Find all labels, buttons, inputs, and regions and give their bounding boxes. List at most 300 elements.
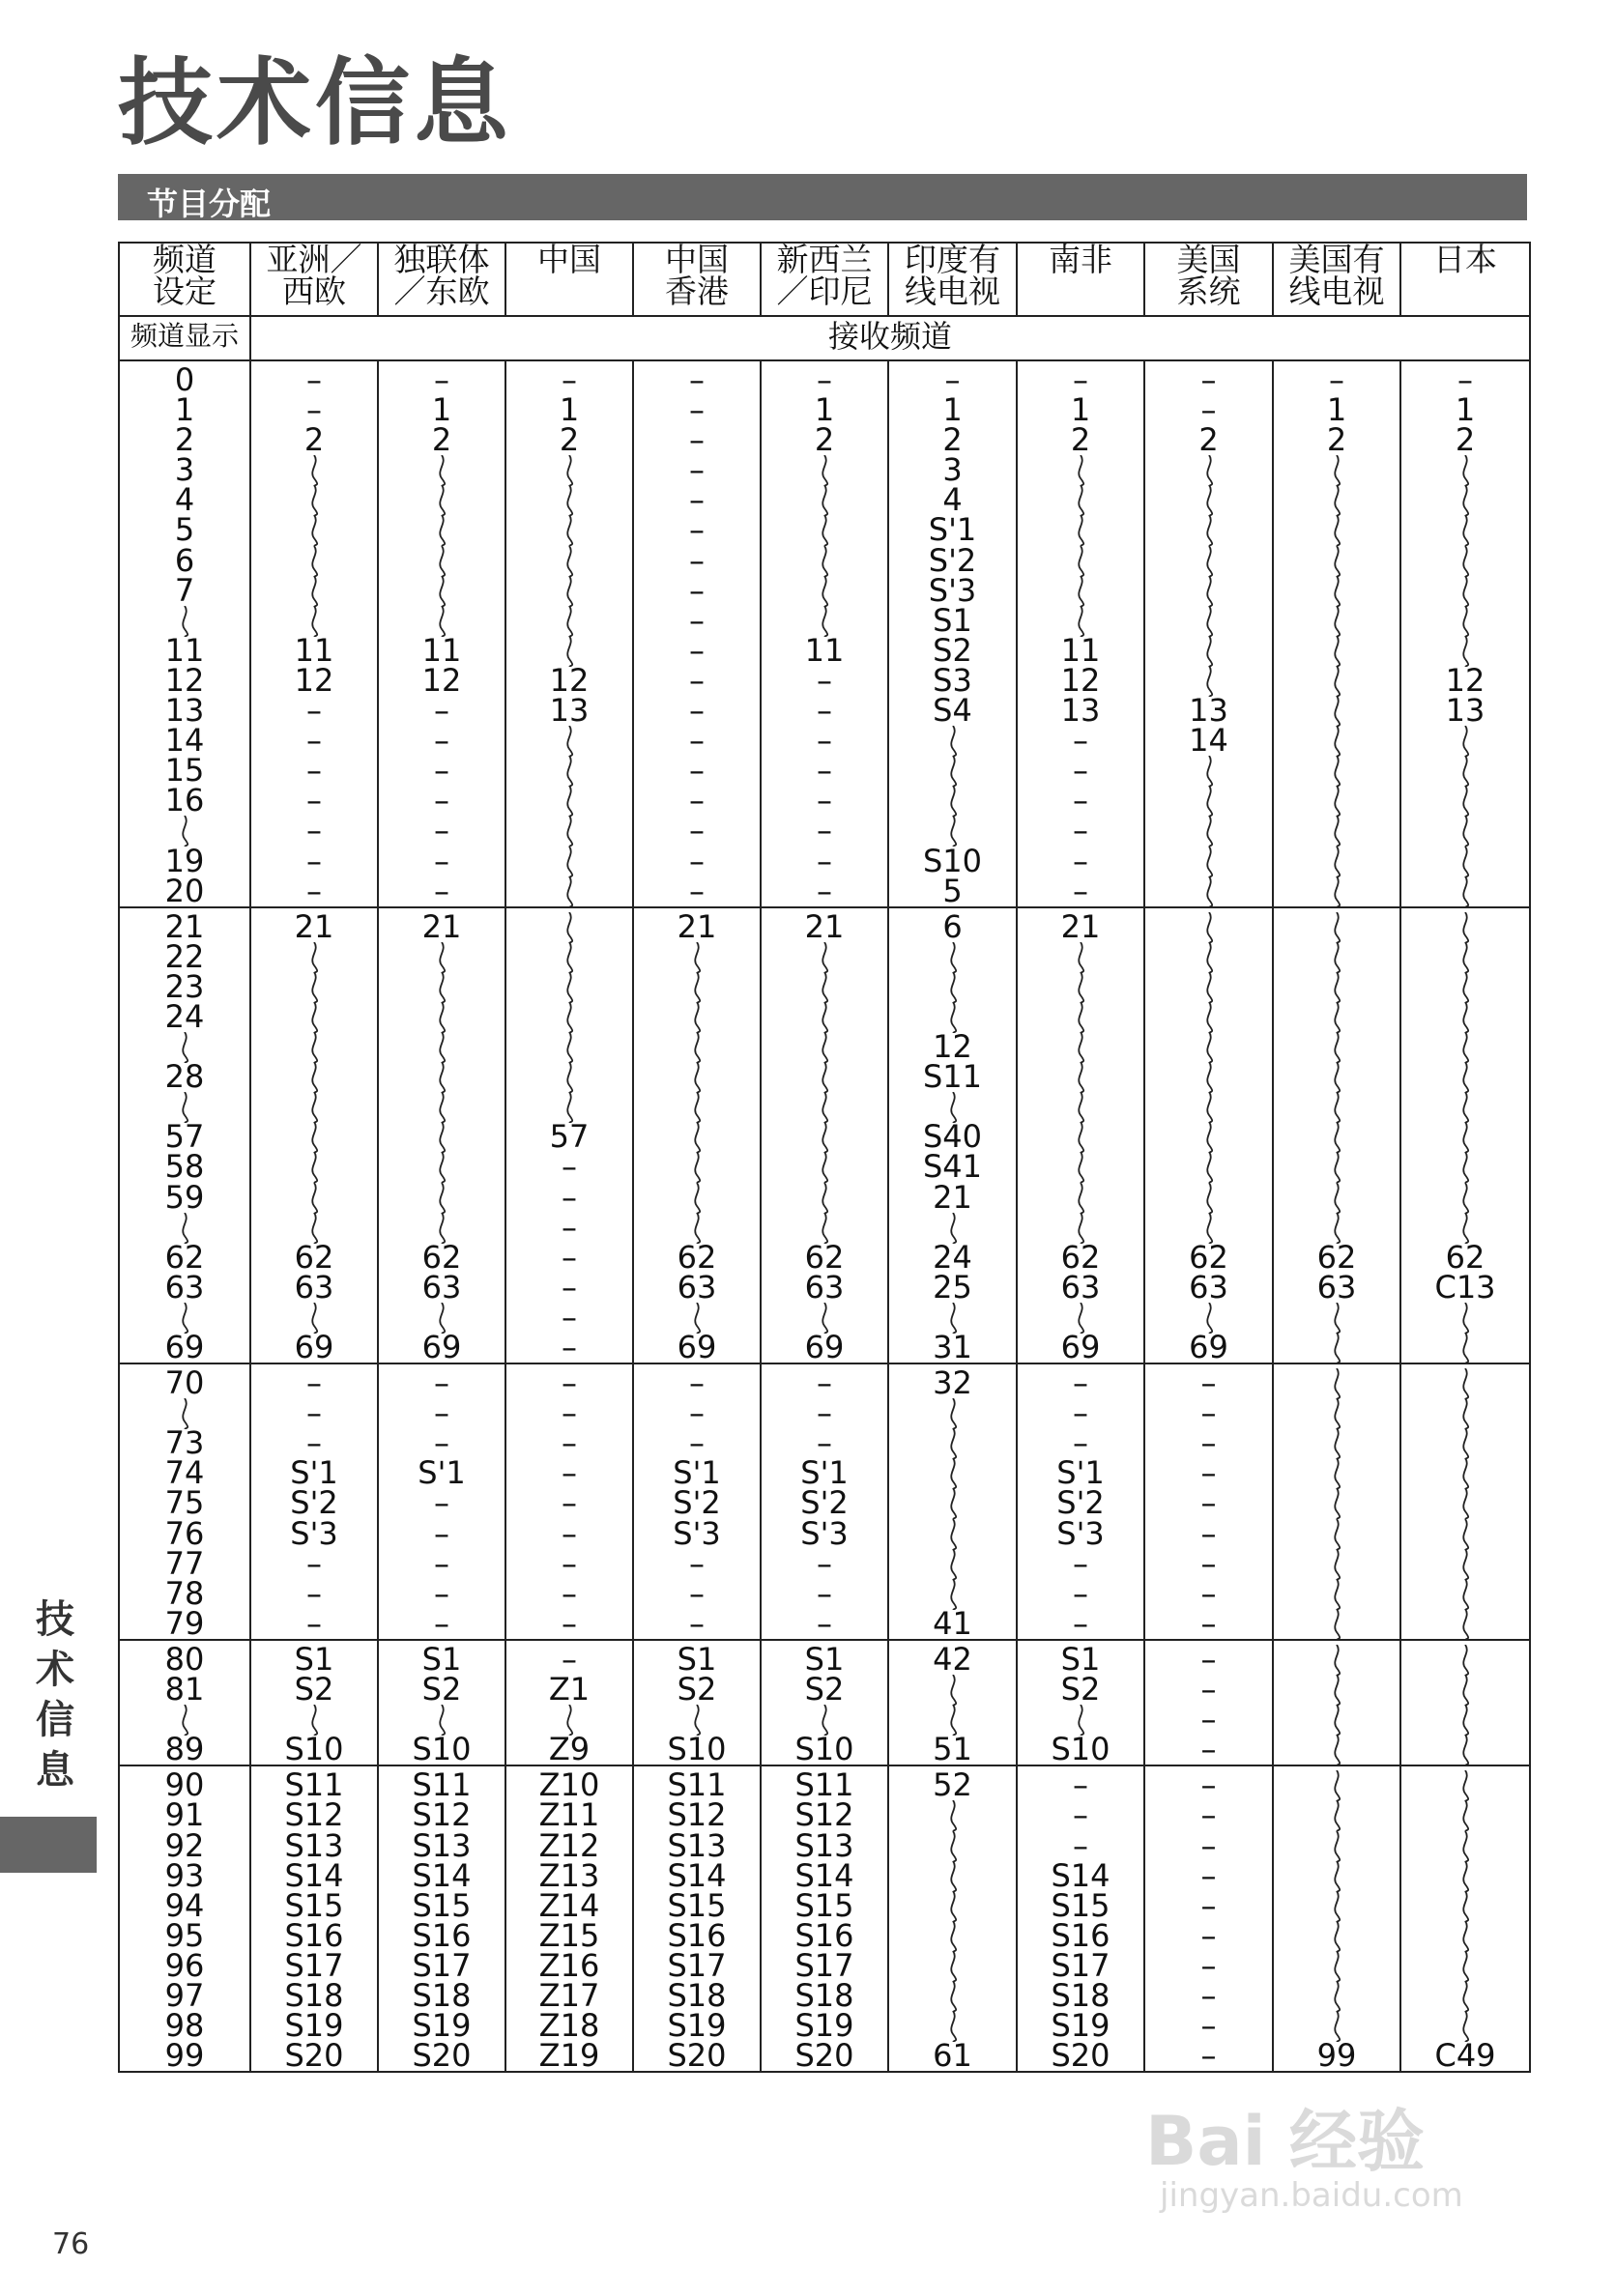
channel-value: 12 — [933, 1028, 972, 1066]
channel-value: – — [817, 722, 832, 760]
channel-value: – — [689, 1544, 705, 1582]
channel-block-row — [119, 1765, 1530, 2072]
continuation-wave-icon — [1329, 847, 1344, 877]
channel-value: S13 — [667, 1826, 727, 1864]
continuation-wave-icon — [1457, 1303, 1473, 1334]
continuation-wave-icon — [817, 1213, 832, 1244]
channel-value: – — [562, 1484, 577, 1522]
channel-value: 90 — [164, 1766, 205, 1804]
channel-value: S1 — [421, 1640, 462, 1678]
continuation-wave-icon — [1329, 696, 1344, 727]
channel-value: – — [1200, 391, 1217, 429]
channel-value: 19 — [164, 842, 205, 879]
receive-channel-cell — [250, 1765, 378, 2075]
channel-value: – — [689, 511, 705, 549]
continuation-wave — [889, 2011, 1016, 2041]
continuation-wave-icon — [306, 972, 322, 1003]
continuation-wave-icon — [1329, 1152, 1344, 1183]
continuation-wave — [120, 1092, 249, 1122]
continuation-wave-icon — [562, 847, 577, 877]
continuation-wave — [1018, 455, 1143, 485]
channel-value: – — [944, 361, 961, 398]
channel-value: – — [1073, 812, 1088, 849]
continuation-wave — [1274, 1488, 1399, 1518]
channel-value: 74 — [164, 1454, 205, 1492]
continuation-wave-icon — [1457, 576, 1473, 607]
continuation-wave — [1018, 1213, 1143, 1243]
receive-channel-cell — [1400, 907, 1530, 1363]
channel-value: S10 — [667, 1731, 727, 1768]
channel-value: – — [1200, 1946, 1217, 1984]
continuation-wave-icon — [434, 942, 449, 973]
continuation-wave — [634, 1213, 760, 1243]
column-header: 新西兰 ／印尼 — [761, 243, 888, 316]
receive-channel-cell — [250, 1640, 378, 1768]
channel-value: 63 — [1316, 1268, 1357, 1306]
channel-value: 5 — [942, 872, 963, 909]
channel-value: 89 — [164, 1731, 205, 1768]
continuation-wave-icon — [177, 606, 192, 637]
channel-value: 63 — [1060, 1268, 1101, 1306]
channel-value: 11 — [164, 631, 205, 669]
channel-value: 78 — [164, 1574, 205, 1612]
continuation-wave-icon — [817, 606, 832, 637]
channel-value: – — [1200, 1766, 1217, 1804]
channel-value: – — [306, 782, 322, 819]
continuation-wave-icon — [434, 1705, 449, 1736]
continuation-wave-icon — [1329, 1428, 1344, 1459]
continuation-wave — [1274, 606, 1399, 636]
channel-value: S10 — [284, 1731, 344, 1768]
channel-value: – — [434, 752, 449, 789]
continuation-wave-icon — [1201, 1062, 1217, 1093]
channel-value: – — [1073, 1394, 1088, 1432]
continuation-wave — [1145, 455, 1272, 485]
channel-value: 62 — [1189, 1238, 1228, 1276]
continuation-wave — [379, 1122, 505, 1152]
continuation-wave — [889, 816, 1016, 846]
continuation-wave-icon — [1073, 455, 1088, 486]
continuation-wave-icon — [817, 942, 832, 973]
continuation-wave — [889, 1488, 1016, 1518]
continuation-wave — [1145, 942, 1272, 972]
continuation-wave — [1274, 847, 1399, 876]
continuation-wave — [1274, 1770, 1399, 1800]
channel-value: 20 — [164, 872, 205, 909]
channel-value: 63 — [164, 1268, 205, 1306]
continuation-wave-icon — [1329, 1092, 1344, 1123]
continuation-wave-icon — [1457, 912, 1473, 943]
channel-value: 13 — [1060, 692, 1101, 730]
channel-value: S11 — [667, 1766, 727, 1804]
continuation-wave-icon — [306, 485, 322, 516]
channel-value: – — [306, 752, 322, 789]
channel-value: 0 — [174, 361, 195, 398]
watermark-logo: Bai 经验 — [1145, 2102, 1425, 2181]
column-header: 印度有 线电视 — [888, 243, 1017, 316]
continuation-wave — [1018, 576, 1143, 606]
continuation-wave — [1401, 515, 1529, 545]
continuation-wave-icon — [306, 1062, 322, 1093]
continuation-wave-icon — [1457, 1488, 1473, 1519]
continuation-wave — [1401, 1645, 1529, 1675]
continuation-wave — [1274, 1333, 1399, 1363]
channel-value: – — [306, 391, 322, 429]
channel-value: – — [1200, 1826, 1217, 1864]
continuation-wave — [634, 972, 760, 1002]
continuation-wave — [1145, 636, 1272, 666]
continuation-wave-icon — [562, 485, 577, 516]
channel-value: – — [434, 1544, 449, 1582]
continuation-wave-icon — [434, 606, 449, 637]
continuation-wave-icon — [562, 636, 577, 667]
channel-value: S12 — [284, 1796, 344, 1834]
channel-value: S12 — [794, 1796, 854, 1834]
channel-value: 61 — [933, 2037, 972, 2075]
channel-value: – — [1073, 1544, 1088, 1582]
continuation-wave — [1274, 1458, 1399, 1488]
continuation-wave — [762, 546, 887, 576]
channel-value: – — [689, 601, 705, 639]
continuation-wave — [506, 726, 632, 756]
continuation-wave — [506, 636, 632, 666]
continuation-wave — [1274, 485, 1399, 515]
channel-value: – — [562, 1329, 577, 1365]
continuation-wave-icon — [177, 816, 192, 847]
channel-value: 12 — [421, 661, 462, 699]
continuation-wave-icon — [1457, 1122, 1473, 1153]
channel-value: – — [689, 481, 705, 519]
continuation-wave — [889, 942, 1016, 972]
channel-value: – — [434, 722, 449, 760]
channel-value: – — [306, 1364, 322, 1402]
continuation-wave — [1401, 455, 1529, 485]
continuation-wave-icon — [1457, 1458, 1473, 1489]
channel-value: 4 — [942, 481, 963, 519]
receive-channel-cell — [761, 907, 888, 1363]
channel-value: – — [1073, 1604, 1088, 1642]
section-title: 节目分配 — [147, 186, 272, 222]
channel-value: – — [1073, 1826, 1088, 1864]
continuation-wave-icon — [945, 1213, 961, 1244]
continuation-wave — [1401, 1032, 1529, 1062]
continuation-wave — [762, 1092, 887, 1122]
continuation-wave-icon — [306, 455, 322, 486]
continuation-wave — [1145, 666, 1272, 696]
channel-value: – — [434, 842, 449, 879]
continuation-wave — [379, 1032, 505, 1062]
continuation-wave-icon — [1201, 972, 1217, 1003]
continuation-wave — [1401, 606, 1529, 636]
channel-value: – — [1200, 1604, 1217, 1642]
continuation-wave — [1401, 1981, 1529, 2011]
channel-value: – — [306, 812, 322, 849]
continuation-wave-icon — [1201, 666, 1217, 697]
continuation-wave-icon — [689, 1002, 705, 1033]
channel-value: S18 — [667, 1976, 727, 2014]
channel-value: 2 — [1070, 421, 1091, 459]
continuation-wave-icon — [1329, 1519, 1344, 1550]
continuation-wave-icon — [817, 1092, 832, 1123]
continuation-wave-icon — [1457, 1183, 1473, 1214]
channel-value: S1 — [804, 1640, 845, 1678]
channel-value: 13 — [1445, 692, 1485, 730]
channel-value: 13 — [549, 692, 590, 730]
continuation-wave-icon — [689, 942, 705, 973]
channel-value: – — [817, 1394, 832, 1432]
channel-value: 63 — [804, 1268, 845, 1306]
continuation-wave-icon — [1457, 726, 1473, 757]
channel-value: – — [1200, 1701, 1217, 1738]
column-header: 美国 系统 — [1144, 243, 1273, 316]
continuation-wave-icon — [306, 1032, 322, 1063]
continuation-wave — [889, 1981, 1016, 2011]
continuation-wave-icon — [1329, 786, 1344, 817]
continuation-wave — [1274, 1398, 1399, 1428]
continuation-wave — [1274, 876, 1399, 906]
channel-value: – — [689, 541, 705, 579]
continuation-wave — [762, 942, 887, 972]
channel-value: S4 — [933, 692, 972, 730]
continuation-wave — [379, 1303, 505, 1333]
continuation-wave — [1145, 606, 1272, 636]
continuation-wave-icon — [434, 1122, 449, 1153]
continuation-wave-icon — [177, 1398, 192, 1429]
continuation-wave-icon — [1329, 1981, 1344, 2012]
receive-channel-cell — [1144, 360, 1273, 907]
channel-value: 11 — [294, 631, 334, 669]
continuation-wave — [1274, 756, 1399, 786]
continuation-wave-icon — [1329, 1398, 1344, 1429]
receive-channel-cell — [1273, 1765, 1400, 2075]
continuation-wave — [1018, 1122, 1143, 1152]
channel-value: 62 — [1060, 1238, 1101, 1276]
channel-value: S15 — [284, 1886, 344, 1924]
continuation-wave-icon — [1329, 972, 1344, 1003]
continuation-wave — [1401, 1122, 1529, 1152]
continuation-wave-icon — [1201, 1303, 1217, 1334]
continuation-wave — [762, 1183, 887, 1213]
continuation-wave — [379, 1092, 505, 1122]
continuation-wave-icon — [945, 1861, 961, 1892]
receive-channel-cell — [888, 1363, 1017, 1640]
channel-value: – — [562, 361, 577, 398]
continuation-wave — [1018, 1705, 1143, 1735]
continuation-wave-icon — [1329, 1303, 1344, 1334]
receive-channel-cell — [761, 1640, 888, 1768]
continuation-wave-icon — [1457, 1579, 1473, 1610]
channel-value: S14 — [1051, 1856, 1110, 1894]
continuation-wave-icon — [1457, 1800, 1473, 1831]
continuation-wave — [251, 1032, 377, 1062]
channel-value: 52 — [933, 1766, 972, 1804]
channel-value: 57 — [164, 1118, 205, 1156]
continuation-wave — [1274, 1735, 1399, 1765]
continuation-wave-icon — [689, 1213, 705, 1244]
column-header: 频道 设定 — [119, 243, 250, 316]
continuation-wave-icon — [689, 1062, 705, 1093]
continuation-wave — [1274, 1152, 1399, 1182]
receive-channel-cell — [1400, 1640, 1530, 1765]
continuation-wave-icon — [177, 1213, 192, 1244]
side-tab-marker — [0, 1817, 97, 1873]
channel-value: S11 — [922, 1058, 983, 1096]
channel-value: S'3 — [673, 1514, 721, 1552]
continuation-wave-icon — [306, 606, 322, 637]
channel-value: S10 — [412, 1731, 472, 1768]
channel-value: – — [1073, 1796, 1088, 1834]
receive-channel-cell — [633, 1765, 761, 2075]
channel-value: Z19 — [538, 2037, 600, 2075]
channel-value: 21 — [421, 907, 462, 945]
continuation-wave-icon — [1201, 515, 1217, 546]
continuation-wave-icon — [1329, 1735, 1344, 1765]
continuation-wave-icon — [817, 455, 832, 486]
continuation-wave — [1401, 876, 1529, 906]
continuation-wave — [251, 972, 377, 1002]
continuation-wave — [889, 1921, 1016, 1951]
channel-value: 28 — [164, 1058, 205, 1096]
channel-value: – — [562, 1640, 577, 1678]
continuation-wave-icon — [1073, 972, 1088, 1003]
channel-value: S13 — [412, 1826, 472, 1864]
channel-value: – — [1200, 1574, 1217, 1612]
continuation-wave — [506, 756, 632, 786]
channel-value: S20 — [794, 2037, 854, 2075]
continuation-wave-icon — [1201, 1092, 1217, 1123]
continuation-wave — [1145, 485, 1272, 515]
continuation-wave — [634, 942, 760, 972]
channel-value: S3 — [933, 661, 972, 699]
channel-value: 69 — [164, 1329, 205, 1365]
continuation-wave-icon — [1457, 1428, 1473, 1459]
continuation-wave-icon — [817, 1183, 832, 1214]
continuation-wave — [1274, 696, 1399, 726]
channel-value: 24 — [933, 1238, 972, 1276]
continuation-wave — [1274, 1213, 1399, 1243]
continuation-wave-icon — [306, 1183, 322, 1214]
watermark-url: jingyan.baidu.com — [1160, 2176, 1463, 2215]
channel-value: S1 — [294, 1640, 334, 1678]
side-tab-label — [33, 1594, 77, 1795]
channel-value: – — [817, 1574, 832, 1612]
continuation-wave — [1274, 1549, 1399, 1579]
channel-value: – — [1457, 361, 1473, 398]
channel-value: – — [434, 782, 449, 819]
receive-channel-cell — [1144, 907, 1273, 1363]
continuation-wave — [889, 786, 1016, 816]
continuation-wave-icon — [1201, 876, 1217, 907]
channel-value: 70 — [164, 1364, 205, 1402]
channel-value: – — [1200, 1484, 1217, 1522]
channel-value: S12 — [412, 1796, 472, 1834]
continuation-wave — [379, 606, 505, 636]
channel-value: 59 — [164, 1178, 205, 1216]
channel-block-row — [119, 360, 1530, 907]
continuation-wave-icon — [817, 1002, 832, 1033]
channel-value: 94 — [164, 1886, 205, 1924]
channel-value: S19 — [284, 2007, 344, 2045]
side-tab-char: 技 — [36, 1597, 74, 1642]
continuation-wave — [379, 485, 505, 515]
continuation-wave — [1145, 847, 1272, 876]
continuation-wave-icon — [1201, 1183, 1217, 1214]
channel-value: 1 — [1070, 391, 1091, 429]
continuation-wave-icon — [1329, 1002, 1344, 1033]
continuation-wave — [1274, 1002, 1399, 1032]
continuation-wave-icon — [1329, 455, 1344, 486]
continuation-wave-icon — [945, 1398, 961, 1429]
continuation-wave — [762, 606, 887, 636]
channel-value: – — [562, 1394, 577, 1432]
continuation-wave — [1145, 576, 1272, 606]
continuation-wave — [379, 1705, 505, 1735]
continuation-wave — [251, 1183, 377, 1213]
continuation-wave-icon — [562, 515, 577, 546]
continuation-wave — [506, 1705, 632, 1735]
continuation-wave-icon — [1329, 912, 1344, 943]
continuation-wave — [251, 576, 377, 606]
continuation-wave — [889, 1092, 1016, 1122]
continuation-wave — [762, 1213, 887, 1243]
receive-channel-cell — [1273, 1363, 1400, 1640]
channel-value: – — [689, 361, 705, 398]
continuation-wave — [1018, 485, 1143, 515]
continuation-wave — [1401, 1183, 1529, 1213]
continuation-wave — [1018, 1002, 1143, 1032]
continuation-wave — [120, 1032, 249, 1062]
continuation-wave-icon — [1201, 1152, 1217, 1183]
continuation-wave-icon — [434, 1303, 449, 1334]
continuation-wave-icon — [1073, 1092, 1088, 1123]
continuation-wave — [506, 816, 632, 846]
channel-value: 57 — [549, 1118, 590, 1156]
continuation-wave-icon — [1457, 1549, 1473, 1580]
channel-value: 62 — [164, 1238, 205, 1276]
continuation-wave-icon — [562, 606, 577, 637]
continuation-wave-icon — [434, 1002, 449, 1033]
continuation-wave — [1145, 912, 1272, 942]
channel-value: 62 — [804, 1238, 845, 1276]
channel-value: – — [817, 782, 832, 819]
continuation-wave-icon — [306, 1122, 322, 1153]
receive-channel-cell — [888, 1765, 1017, 2075]
continuation-wave — [251, 546, 377, 576]
receive-channel-cell — [1144, 1363, 1273, 1640]
continuation-wave — [506, 576, 632, 606]
continuation-wave — [762, 576, 887, 606]
channel-value: S20 — [284, 2037, 344, 2075]
continuation-wave — [1018, 515, 1143, 545]
continuation-wave-icon — [1457, 1645, 1473, 1676]
channel-value: – — [434, 1604, 449, 1642]
channel-value: – — [1073, 722, 1088, 760]
continuation-wave-icon — [1457, 1092, 1473, 1123]
continuation-wave — [1401, 1579, 1529, 1609]
channel-value: S19 — [794, 2007, 854, 2045]
continuation-wave — [762, 1122, 887, 1152]
continuation-wave — [506, 847, 632, 876]
channel-value: Z15 — [538, 1916, 600, 1954]
channel-value: – — [817, 752, 832, 789]
continuation-wave-icon — [1201, 576, 1217, 607]
continuation-wave — [889, 1519, 1016, 1549]
continuation-wave — [120, 1303, 249, 1333]
continuation-wave — [1401, 1092, 1529, 1122]
continuation-wave-icon — [817, 972, 832, 1003]
channel-value: 2 — [174, 421, 195, 459]
continuation-wave-icon — [945, 756, 961, 787]
